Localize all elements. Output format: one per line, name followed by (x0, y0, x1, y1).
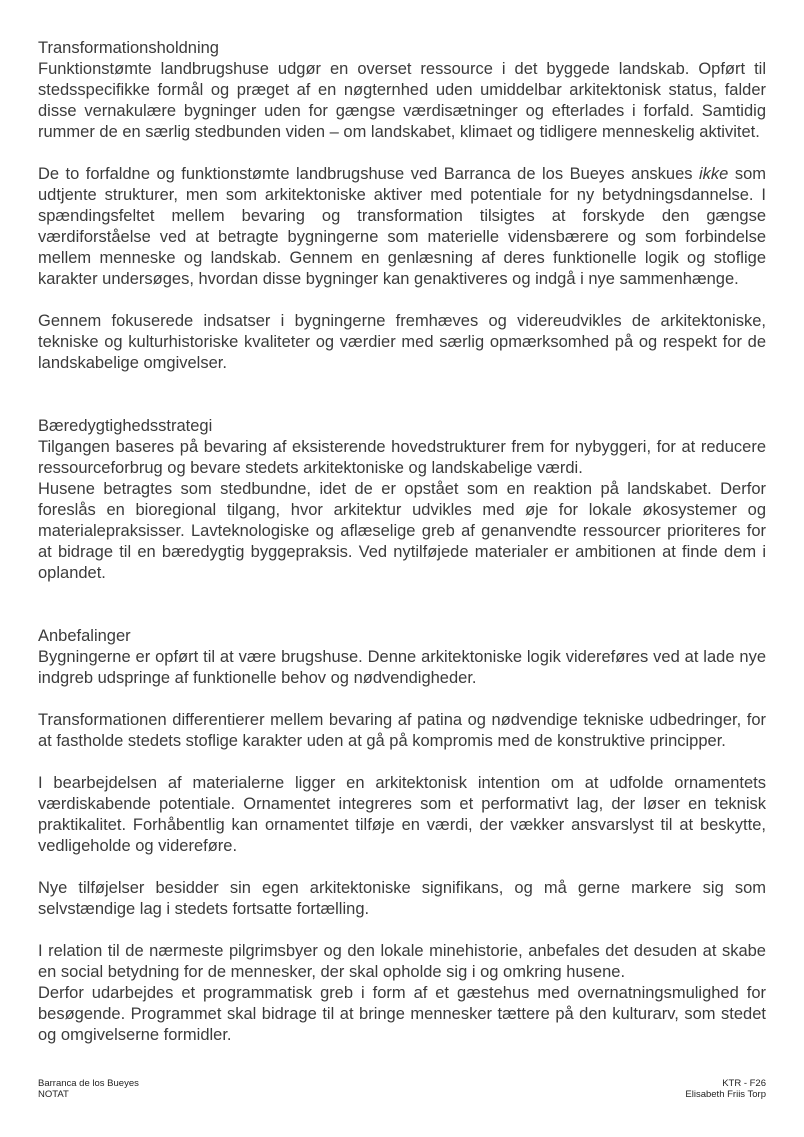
section-heading: Transformationsholdning (38, 39, 219, 57)
footer-code: KTR - F26 (722, 1078, 766, 1089)
section-baeredygtighedsstrategi (38, 416, 766, 584)
section-heading: Anbefalinger (38, 627, 131, 645)
paragraph: Husene betragtes som stedbundne, idet de er opstået som en reaktion på landskabet. Derfor foreslås en bioregional tilgang, hvor arkitektur udvikles med øje for lokale økosystemer og materialepraksisser. Lavteknologiske og aflæselige greb af genanvendte ressourcer prioriteres for at bidrage til en bæredygtig byggepraksis. Ved nytilføjede materialer er ambitionen at finde dem i oplandet. (38, 480, 766, 582)
paragraph-text-after-emphasis: som udtjente strukturer, men som arkitektoniske aktiver med potentiale for ny betydningsdannelse. I spændingsfeltet mellem bevaring og transformation tilsigtes at forskyde den gængse værdiforståelse ved at betragte bygningerne som materielle vidensbærere og som forbindelse mellem menneske og landskab. Gennem en genlæsning af deres funktionelle logik og stoflige karakter undersøges, hvordan disse bygninger kan genaktiveres og indgå i nye sammenhænge. (38, 165, 766, 288)
section-heading: Bæredygtighedsstrategi (38, 417, 213, 435)
section-anbefalinger (38, 626, 766, 1046)
footer-right (685, 1078, 766, 1100)
paragraph: Tilgangen baseres på bevaring af eksisterende hovedstrukturer frem for nybyggeri, for at reducere ressourceforbrug og bevare stedets arkitektoniske og landskabelige værdi. (38, 438, 766, 477)
paragraph: I relation til de nærmeste pilgrimsbyer og den lokale minehistorie, anbefales det desuden at skabe en social betydning for de mennesker, der skal opholde sig i og omkring husene. (38, 942, 766, 981)
section-transformationsholdning (38, 38, 766, 374)
paragraph: Bygningerne er opført til at være brugshuse. Denne arkitektoniske logik videreføres ved at lade nye indgreb udspringe af funktionelle behov og nødvendigheder. (38, 648, 766, 687)
emphasis-ikke: ikke (699, 165, 729, 183)
paragraph-text-before-emphasis: De to forfaldne og funktionstømte landbrugshuse ved Barranca de los Bueyes anskues (38, 165, 699, 183)
document-body (38, 38, 766, 1046)
footer-document-type: NOTAT (38, 1089, 69, 1100)
paragraph: Funktionstømte landbrugshuse udgør en overset ressource i det byggede landskab. Opført til stedsspecifikke formål og præget af en nøgternhed uden umiddelbar arkitektonisk status, falder disse vernakulære bygninger uden for gængse værdisætninger og efterlades i forfald. Samtidig rummer de en særlig stedbunden viden – om landskabet, klimaet og tidligere menneskelig aktivitet. (38, 60, 766, 141)
paragraph-with-emphasis (38, 164, 766, 290)
paragraph: I bearbejdelsen af materialerne ligger en arkitektonisk intention om at udfolde ornamentets værdiskabende potentiale. Ornamentet integreres som et performativt lag, der løser en teknisk praktikalitet. Forhåbentlig kan ornamentet tilføje en værdi, der vækker ansvarslyst til at beskytte, vedligeholde og videreføre. (38, 774, 766, 855)
footer-author: Elisabeth Friis Torp (685, 1089, 766, 1100)
footer-left (38, 1078, 139, 1100)
paragraph: Transformationen differentierer mellem bevaring af patina og nødvendige tekniske udbedringer, for at fastholde stedets stoflige karakter uden at gå på kompromis med de konstruktive principper. (38, 711, 766, 750)
paragraph: Nye tilføjelser besidder sin egen arkitektoniske signifikans, og må gerne markere sig som selvstændige lag i stedets fortsatte fortælling. (38, 879, 766, 918)
footer-project-title: Barranca de los Bueyes (38, 1078, 139, 1089)
paragraph: Gennem fokuserede indsatser i bygningerne fremhæves og videreudvikles de arkitektoniske, tekniske og kulturhistoriske kvaliteter og værdier med særlig opmærksomhed på og respekt for de landskabelige omgivelser. (38, 312, 766, 372)
paragraph: Derfor udarbejdes et programmatisk greb i form af et gæstehus med overnatningsmulighed for besøgende. Programmet skal bidrage til at bringe mennesker tættere på den kulturarv, som stedet og omgivelserne formidler. (38, 984, 766, 1044)
